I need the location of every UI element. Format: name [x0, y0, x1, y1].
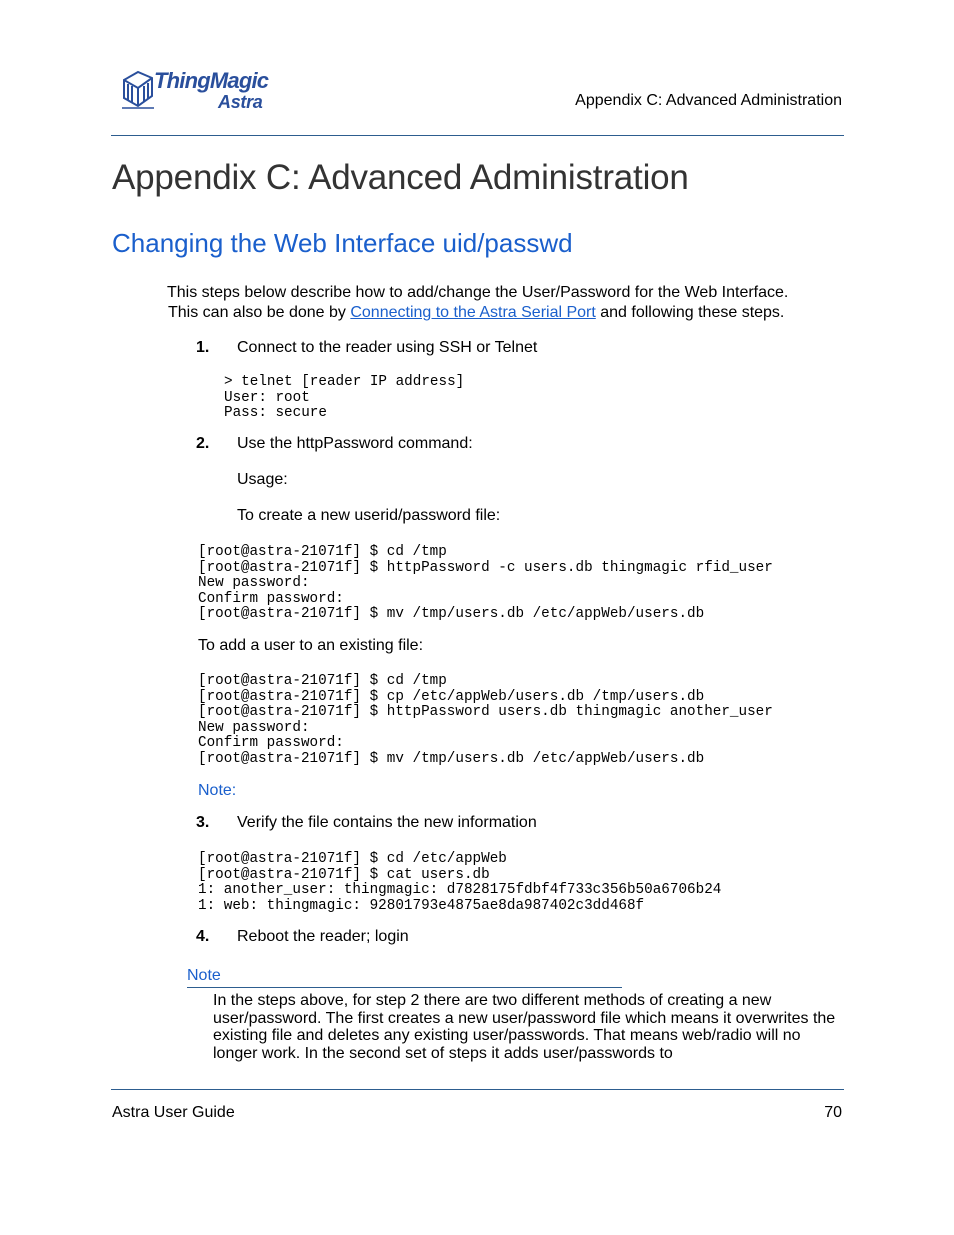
create-file-label: To create a new userid/password file:: [237, 507, 501, 524]
intro-paragraph: [167, 283, 847, 323]
intro-text-before-link: This can also be done by: [168, 304, 351, 321]
logo-mark-icon: [118, 66, 156, 116]
running-header: Appendix C: Advanced Administration: [575, 92, 842, 109]
step-text: Verify the file contains the new information: [237, 814, 537, 831]
code-block-create: [root@astra-21071f] $ cd /tmp [root@astra-21071f] $ httpPassword -c users.db thingmagic rfid_user New password: Confirm password: [root@astra-21071f] $ mv /tmp/users.db /etc/appWeb/users.db: [198, 544, 773, 622]
header-divider: [111, 135, 844, 136]
intro-text-after-link: and following these steps.: [595, 304, 785, 321]
usage-label: Usage:: [237, 471, 288, 488]
step-text: Use the httpPassword command:: [237, 435, 473, 452]
inline-note-label: Note:: [198, 782, 237, 799]
page-number: 70: [824, 1104, 842, 1121]
intro-line-2: [167, 303, 847, 323]
note-box-label: Note: [187, 967, 221, 984]
code-block-add-user: [root@astra-21071f] $ cd /tmp [root@astra-21071f] $ cp /etc/appWeb/users.db /tmp/users.db [root@astra-21071f] $ httpPassword users.db thingmagic another_user New password: Confirm password: [root@astra-21071f] $ mv /tmp/users.db /etc/appWeb/users.db: [198, 673, 773, 767]
thingmagic-astra-logo: [118, 66, 278, 118]
intro-line-1: This steps below describe how to add/change the User/Password for the Web Interface.: [167, 284, 789, 301]
logo-product-name: Astra: [218, 92, 263, 112]
page-title: Appendix C: Advanced Administration: [112, 158, 689, 197]
footer-divider: [111, 1089, 844, 1090]
serial-port-link[interactable]: Connecting to the Astra Serial Port: [350, 304, 596, 321]
note-divider: [187, 987, 622, 988]
step-number: 1.: [196, 339, 210, 356]
footer-guide-title: Astra User Guide: [112, 1104, 235, 1121]
step-text: Reboot the reader; login: [237, 928, 409, 945]
code-block-verify: [root@astra-21071f] $ cd /etc/appWeb [root@astra-21071f] $ cat users.db 1: another_user: thingmagic: d7828175fdbf4f733c356b50a6706b24 1: web: thingmagic: 92801793e4875ae8da987402c3dd468f: [198, 851, 722, 914]
add-user-label: To add a user to an existing file:: [198, 637, 424, 654]
step-number: 3.: [196, 814, 210, 831]
logo-wordmark: ThingMagic: [154, 68, 269, 93]
step-number: 4.: [196, 928, 210, 945]
note-box-text: In the steps above, for step 2 there are two different methods of creating a new user/password. The first creates a new user/password file which means it overwrites the existing file and deletes any existing user/passwords. That means web/radio will no longer work. In the second set of steps it adds user/passwords to: [213, 992, 836, 1062]
code-block-telnet: > telnet [reader IP address] User: root Pass: secure: [224, 374, 465, 421]
step-text: Connect to the reader using SSH or Telnet: [237, 339, 538, 356]
section-heading: Changing the Web Interface uid/passwd: [112, 228, 573, 258]
step-number: 2.: [196, 435, 210, 452]
